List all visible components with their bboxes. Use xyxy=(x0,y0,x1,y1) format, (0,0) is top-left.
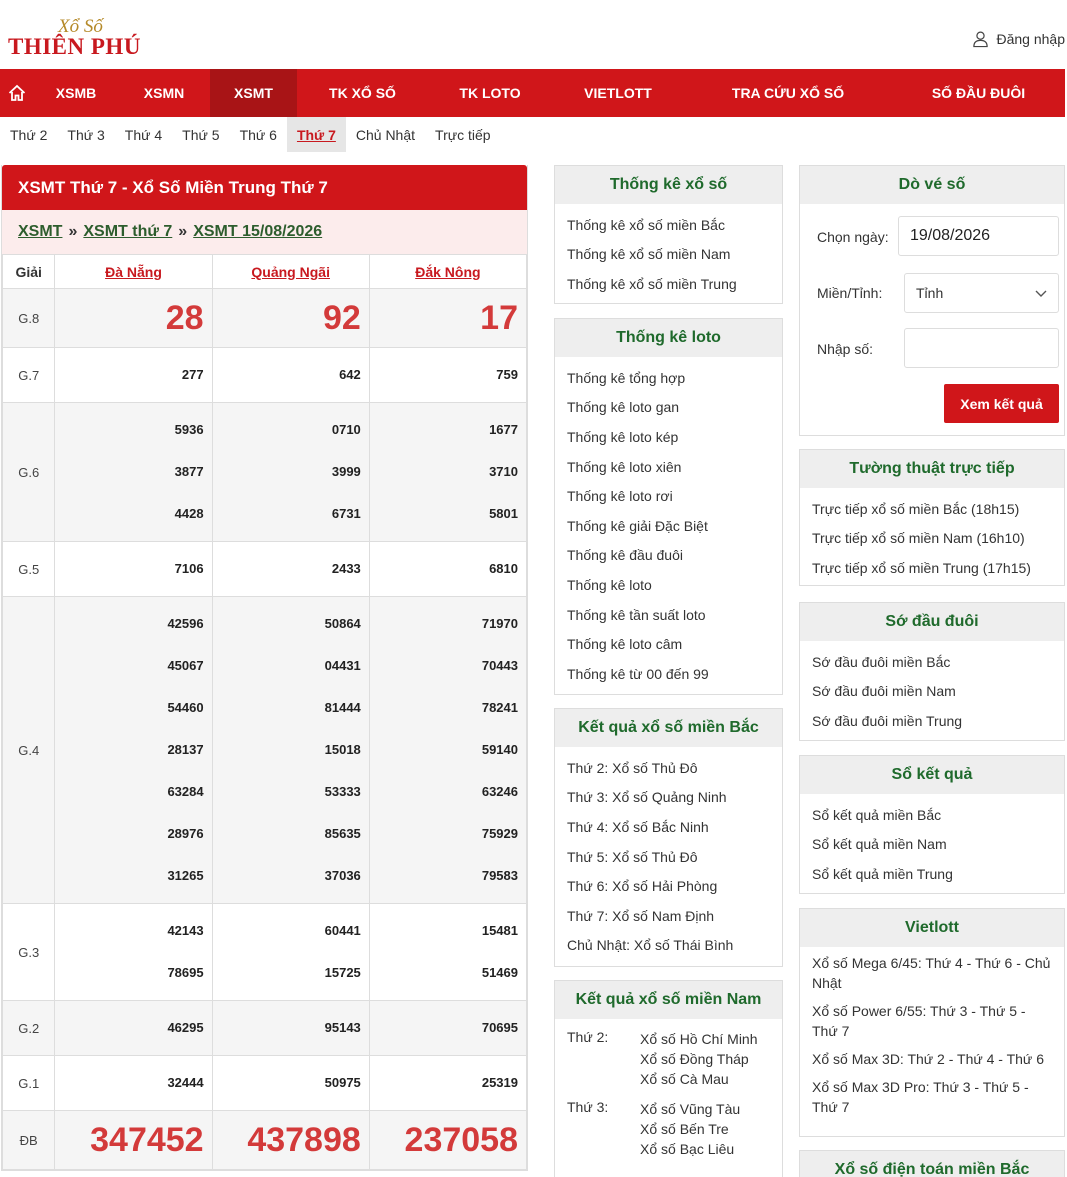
prize-cell xyxy=(55,904,212,1001)
link-item[interactable]: Chủ Nhật: Xổ số Thái Bình xyxy=(567,937,734,954)
date-label: Chọn ngày: xyxy=(817,229,889,245)
prize-number: 95143 xyxy=(324,1020,361,1035)
tab-thu-5[interactable]: Thứ 5 xyxy=(182,126,220,143)
number-field[interactable] xyxy=(904,328,1059,368)
prize-name: G.4 xyxy=(3,597,55,904)
prize-number: 63246 xyxy=(481,784,518,799)
table-row xyxy=(3,348,527,403)
link-item[interactable]: Thứ 3: Xổ số Quảng Ninh xyxy=(567,789,727,806)
box-title: Sớ đầu đuôi xyxy=(800,603,1064,641)
prize-cell xyxy=(212,403,369,542)
box-so-dau-duoi xyxy=(799,602,1065,741)
prize-number: 6731 xyxy=(331,506,361,521)
link-item[interactable]: Sổ kết quả miền Nam xyxy=(812,836,947,853)
prize-number: 347452 xyxy=(90,1121,204,1159)
link-item[interactable]: Xổ số Mega 6/45: Thứ 4 - Thứ 6 - Chủ Nhật xyxy=(812,955,1051,991)
prize-number: 28976 xyxy=(167,826,204,841)
prize-number: 78695 xyxy=(167,965,204,980)
table-row xyxy=(3,403,527,542)
logo-top-text: Xổ Số xyxy=(58,16,103,37)
link-item[interactable]: Thứ 4: Xổ số Bắc Ninh xyxy=(567,818,709,835)
prize-number: 31265 xyxy=(167,868,204,883)
prize-number: 3710 xyxy=(489,464,518,479)
link-item[interactable]: Thống kê loto kép xyxy=(567,428,679,445)
prize-number: 28 xyxy=(165,299,204,337)
prize-number: 6810 xyxy=(489,561,518,576)
link-item[interactable]: Xổ số Cà Mau xyxy=(640,1071,729,1087)
prize-cell xyxy=(55,597,212,904)
box-title: Thống kê loto xyxy=(555,319,782,357)
prize-number: 5936 xyxy=(174,422,204,437)
home-icon xyxy=(8,84,26,102)
link-item[interactable]: Xổ số Đồng Tháp xyxy=(640,1051,749,1067)
prize-name: G.1 xyxy=(3,1056,55,1111)
login-label: Đăng nhập xyxy=(996,31,1065,47)
number-label: Nhập số: xyxy=(817,341,874,357)
site-header xyxy=(0,0,1067,69)
table-row xyxy=(3,1056,527,1111)
box-title: Tường thuật trực tiếp xyxy=(800,450,1064,488)
box-vietlott xyxy=(799,908,1065,1137)
table-row xyxy=(3,597,527,904)
prize-number: 71970 xyxy=(481,616,518,631)
link-item[interactable]: Sớ đầu đuôi miền Bắc xyxy=(812,653,951,670)
prize-cell xyxy=(55,403,212,542)
nav-xsmb[interactable]: XSMB xyxy=(55,85,97,101)
table-row xyxy=(3,542,527,597)
prize-name: ĐB xyxy=(3,1111,55,1170)
nav-xsmt[interactable]: XSMT xyxy=(210,69,297,117)
link-item[interactable]: Thống kê loto rơi xyxy=(567,488,673,505)
prize-number: 54460 xyxy=(167,700,204,715)
nav-home[interactable] xyxy=(0,69,34,117)
link-item[interactable]: Xổ số Max 3D: Thứ 2 - Thứ 4 - Thứ 6 xyxy=(812,1051,1044,1067)
schedule-row xyxy=(567,1029,770,1089)
prize-cell xyxy=(212,1001,369,1056)
link-item[interactable]: Sổ kết quả miền Bắc xyxy=(812,806,942,823)
date-value: 19/08/2026 xyxy=(910,227,991,244)
prize-number: 50864 xyxy=(324,616,361,631)
link-item[interactable]: Xổ số Max 3D Pro: Thứ 3 - Thứ 5 - Thứ 7 xyxy=(812,1079,1029,1115)
prize-number: 277 xyxy=(181,367,204,382)
box-title: Kết quả xổ số miền Bắc xyxy=(555,709,782,747)
prize-cell xyxy=(369,1111,526,1170)
prize-cell xyxy=(55,1056,212,1111)
prize-name: G.2 xyxy=(3,1001,55,1056)
link-item[interactable]: Trực tiếp xổ số miền Bắc (18h15) xyxy=(812,500,1020,517)
prize-cell xyxy=(369,403,526,542)
box-kq-mien-bac xyxy=(554,708,783,967)
box-title: Thống kê xổ số xyxy=(555,166,782,204)
main-nav xyxy=(0,69,1065,117)
prize-number: 3877 xyxy=(174,464,204,479)
prize-cell xyxy=(369,348,526,403)
prize-number: 70443 xyxy=(481,658,518,673)
prize-number: 85635 xyxy=(324,826,361,841)
link-item[interactable]: Thứ 7: Xổ số Nam Định xyxy=(567,907,715,924)
link-item[interactable]: Thứ 5: Xổ số Thủ Đô xyxy=(567,848,698,865)
prize-cell xyxy=(369,1001,526,1056)
box-title: Kết quả xổ số miền Nam xyxy=(555,981,782,1019)
prize-number: 59140 xyxy=(481,742,518,757)
chevron-down-icon xyxy=(1035,289,1047,298)
date-field[interactable] xyxy=(898,216,1059,256)
nav-tra-cuu[interactable]: TRA CỨU XỔ SỐ xyxy=(731,85,845,101)
province-dak-nong[interactable]: Đắk Nông xyxy=(369,255,526,289)
table-row xyxy=(3,1111,527,1170)
prize-cell xyxy=(369,1056,526,1111)
prize-number: 53333 xyxy=(324,784,361,799)
breadcrumb-xsmt[interactable]: XSMT xyxy=(18,223,63,240)
prize-number: 0710 xyxy=(331,422,361,437)
prize-cell xyxy=(369,289,526,348)
tab-thu-7[interactable]: Thứ 7 xyxy=(287,117,346,152)
link-item[interactable]: Sớ đầu đuôi miền Nam xyxy=(812,683,956,700)
prize-number: 50975 xyxy=(324,1075,361,1090)
prize-number: 32444 xyxy=(167,1075,204,1090)
link-item[interactable]: Xổ số Bạc Liêu xyxy=(640,1141,735,1157)
user-icon xyxy=(972,30,989,48)
prize-number: 04431 xyxy=(324,658,361,673)
box-title: Sổ kết quả xyxy=(800,756,1064,794)
prize-number: 92 xyxy=(322,299,361,337)
link-item[interactable]: Thống kê loto xyxy=(567,576,652,593)
region-select[interactable] xyxy=(904,273,1059,313)
link-item[interactable]: Thống kê từ 00 đến 99 xyxy=(567,665,709,682)
schedule-day: Thứ 2: xyxy=(567,1029,609,1045)
header-giai: Giải xyxy=(3,255,55,289)
link-item[interactable]: Sớ đầu đuôi miền Trung xyxy=(812,712,963,729)
link-item[interactable]: Trực tiếp xổ số miền Trung (17h15) xyxy=(812,559,1031,576)
prize-number: 25319 xyxy=(481,1075,518,1090)
prize-cell xyxy=(212,1111,369,1170)
prize-number: 42143 xyxy=(167,923,204,938)
box-kq-mien-nam xyxy=(554,980,783,1177)
prize-number: 7106 xyxy=(174,561,204,576)
link-item[interactable]: Thống kê tổng hợp xyxy=(567,369,686,386)
prize-number: 15481 xyxy=(481,923,518,938)
prize-number: 78241 xyxy=(481,700,518,715)
prize-number: 17 xyxy=(480,299,518,337)
box-thong-ke-loto xyxy=(554,318,783,695)
breadcrumb-xsmt-thu-7[interactable]: XSMT thứ 7 xyxy=(83,223,173,240)
prize-number: 15018 xyxy=(324,742,361,757)
link-item[interactable]: Thống kê loto xiên xyxy=(567,458,682,475)
box-title: Vietlott xyxy=(800,909,1064,947)
prize-number: 81444 xyxy=(324,700,361,715)
link-item[interactable]: Thống kê xổ số miền Nam xyxy=(567,246,731,263)
table-row xyxy=(3,289,527,348)
prize-name: G.3 xyxy=(3,904,55,1001)
prize-number: 45067 xyxy=(167,658,204,673)
link-item[interactable]: Thống kê đầu đuôi xyxy=(567,547,683,564)
prize-number: 46295 xyxy=(167,1020,204,1035)
prize-cell xyxy=(369,904,526,1001)
tab-chu-nhat[interactable]: Chủ Nhật xyxy=(355,126,416,143)
breadcrumb-separator: » xyxy=(68,223,78,240)
results-body xyxy=(3,289,527,1170)
table-row xyxy=(3,1001,527,1056)
schedule-day: Thứ 3: xyxy=(567,1099,609,1115)
prize-number: 60441 xyxy=(324,923,361,938)
box-tuong-thuat xyxy=(799,449,1065,586)
prize-name: G.8 xyxy=(3,289,55,348)
prize-name: G.7 xyxy=(3,348,55,403)
breadcrumb-separator: » xyxy=(178,223,188,240)
link-item[interactable]: Thống kê loto gan xyxy=(567,399,680,416)
prize-number: 28137 xyxy=(167,742,204,757)
tab-thu-3[interactable]: Thứ 3 xyxy=(67,126,105,143)
prize-number: 5801 xyxy=(489,506,518,521)
region-label: Miền/Tỉnh: xyxy=(817,285,883,301)
link-item[interactable]: Thống kê xổ số miền Trung xyxy=(567,275,737,292)
box-thong-ke-xo-so xyxy=(554,165,783,304)
region-value: Tỉnh xyxy=(916,285,944,301)
prize-cell xyxy=(212,1056,369,1111)
nav-tk-xo-so[interactable]: TK XỔ SỐ xyxy=(329,85,396,101)
nav-so-dau-duoi[interactable]: SỐ ĐẦU ĐUÔI xyxy=(931,85,1026,101)
box-title: Xổ số điện toán miền Bắc xyxy=(800,1151,1064,1177)
table-row xyxy=(3,904,527,1001)
link-item[interactable]: Thống kê loto câm xyxy=(567,636,683,653)
site-logo[interactable] xyxy=(8,14,148,62)
breadcrumb xyxy=(2,210,527,254)
prize-cell xyxy=(212,542,369,597)
breadcrumb-xsmt-date[interactable]: XSMT 15/08/2026 xyxy=(193,223,323,240)
prize-cell xyxy=(55,1001,212,1056)
link-item[interactable]: Thống kê tần suất loto xyxy=(567,606,706,623)
tab-thu-4[interactable]: Thứ 4 xyxy=(124,126,163,143)
prize-number: 237058 xyxy=(404,1121,518,1159)
prize-number: 42596 xyxy=(167,616,204,631)
schedule-row xyxy=(567,1099,770,1159)
login-link[interactable] xyxy=(972,30,1065,48)
nav-xsmn[interactable]: XSMN xyxy=(143,85,185,101)
prize-cell xyxy=(212,289,369,348)
results-table xyxy=(2,254,527,1170)
link-item[interactable]: Thống kê giải Đặc Biệt xyxy=(567,517,708,534)
prize-number: 759 xyxy=(496,367,518,382)
box-dien-toan xyxy=(799,1150,1065,1177)
tab-thu-6[interactable]: Thứ 6 xyxy=(239,126,277,143)
tab-thu-2[interactable]: Thứ 2 xyxy=(10,126,48,143)
box-do-ve-so xyxy=(799,165,1065,436)
prize-number: 2433 xyxy=(331,561,361,576)
prize-name: G.6 xyxy=(3,403,55,542)
link-item[interactable]: Xổ số Hồ Chí Minh xyxy=(640,1031,758,1047)
prize-cell xyxy=(55,348,212,403)
prize-number: 15725 xyxy=(324,965,361,980)
link-item[interactable]: Xổ số Vũng Tàu xyxy=(640,1101,741,1117)
prize-cell xyxy=(212,348,369,403)
prize-cell xyxy=(212,597,369,904)
province-da-nang[interactable]: Đà Nẵng xyxy=(55,255,212,289)
prize-number: 3999 xyxy=(331,464,361,479)
link-item[interactable]: Sổ kết quả miền Trung xyxy=(812,865,953,882)
link-item[interactable]: Thứ 2: Xổ số Thủ Đô xyxy=(567,759,698,776)
prize-number: 51469 xyxy=(481,965,518,980)
prize-number: 437898 xyxy=(247,1121,361,1159)
nav-vietlott[interactable]: VIETLOTT xyxy=(584,85,652,101)
prize-cell xyxy=(369,542,526,597)
link-item[interactable]: Xổ số Bến Tre xyxy=(640,1121,729,1137)
prize-cell xyxy=(55,289,212,348)
day-tabs xyxy=(0,117,501,152)
prize-number: 63284 xyxy=(167,784,204,799)
nav-tk-loto[interactable]: TK LOTO xyxy=(459,85,521,101)
province-quang-ngai[interactable]: Quảng Ngãi xyxy=(212,255,369,289)
box-so-ket-qua xyxy=(799,755,1065,894)
link-item[interactable]: Thống kê xổ số miền Bắc xyxy=(567,216,725,233)
tab-truc-tiep[interactable]: Trực tiếp xyxy=(435,126,491,143)
prize-number: 75929 xyxy=(481,826,518,841)
prize-cell xyxy=(369,597,526,904)
prize-number: 4428 xyxy=(174,506,204,521)
prize-number: 79583 xyxy=(481,868,518,883)
prize-cell xyxy=(55,542,212,597)
logo-main-text: THIÊN PHÚ xyxy=(8,34,141,59)
link-item[interactable]: Thứ 6: Xổ số Hải Phòng xyxy=(567,878,718,895)
prize-number: 70695 xyxy=(481,1020,518,1035)
prize-cell xyxy=(55,1111,212,1170)
prize-number: 37036 xyxy=(324,868,361,883)
check-result-button[interactable]: Xem kết quả xyxy=(944,384,1059,423)
prize-name: G.5 xyxy=(3,542,55,597)
link-item[interactable]: Xổ số Power 6/55: Thứ 3 - Thứ 5 - Thứ 7 xyxy=(812,1003,1026,1039)
prize-cell xyxy=(212,904,369,1001)
results-title: XSMT Thứ 7 - Xổ Số Miền Trung Thứ 7 xyxy=(2,165,527,210)
link-item[interactable]: Trực tiếp xổ số miền Nam (16h10) xyxy=(812,530,1025,547)
box-title: Dò vé số xyxy=(800,166,1064,204)
prize-number: 642 xyxy=(339,367,361,382)
results-panel xyxy=(1,165,528,1171)
prize-number: 1677 xyxy=(489,422,518,437)
